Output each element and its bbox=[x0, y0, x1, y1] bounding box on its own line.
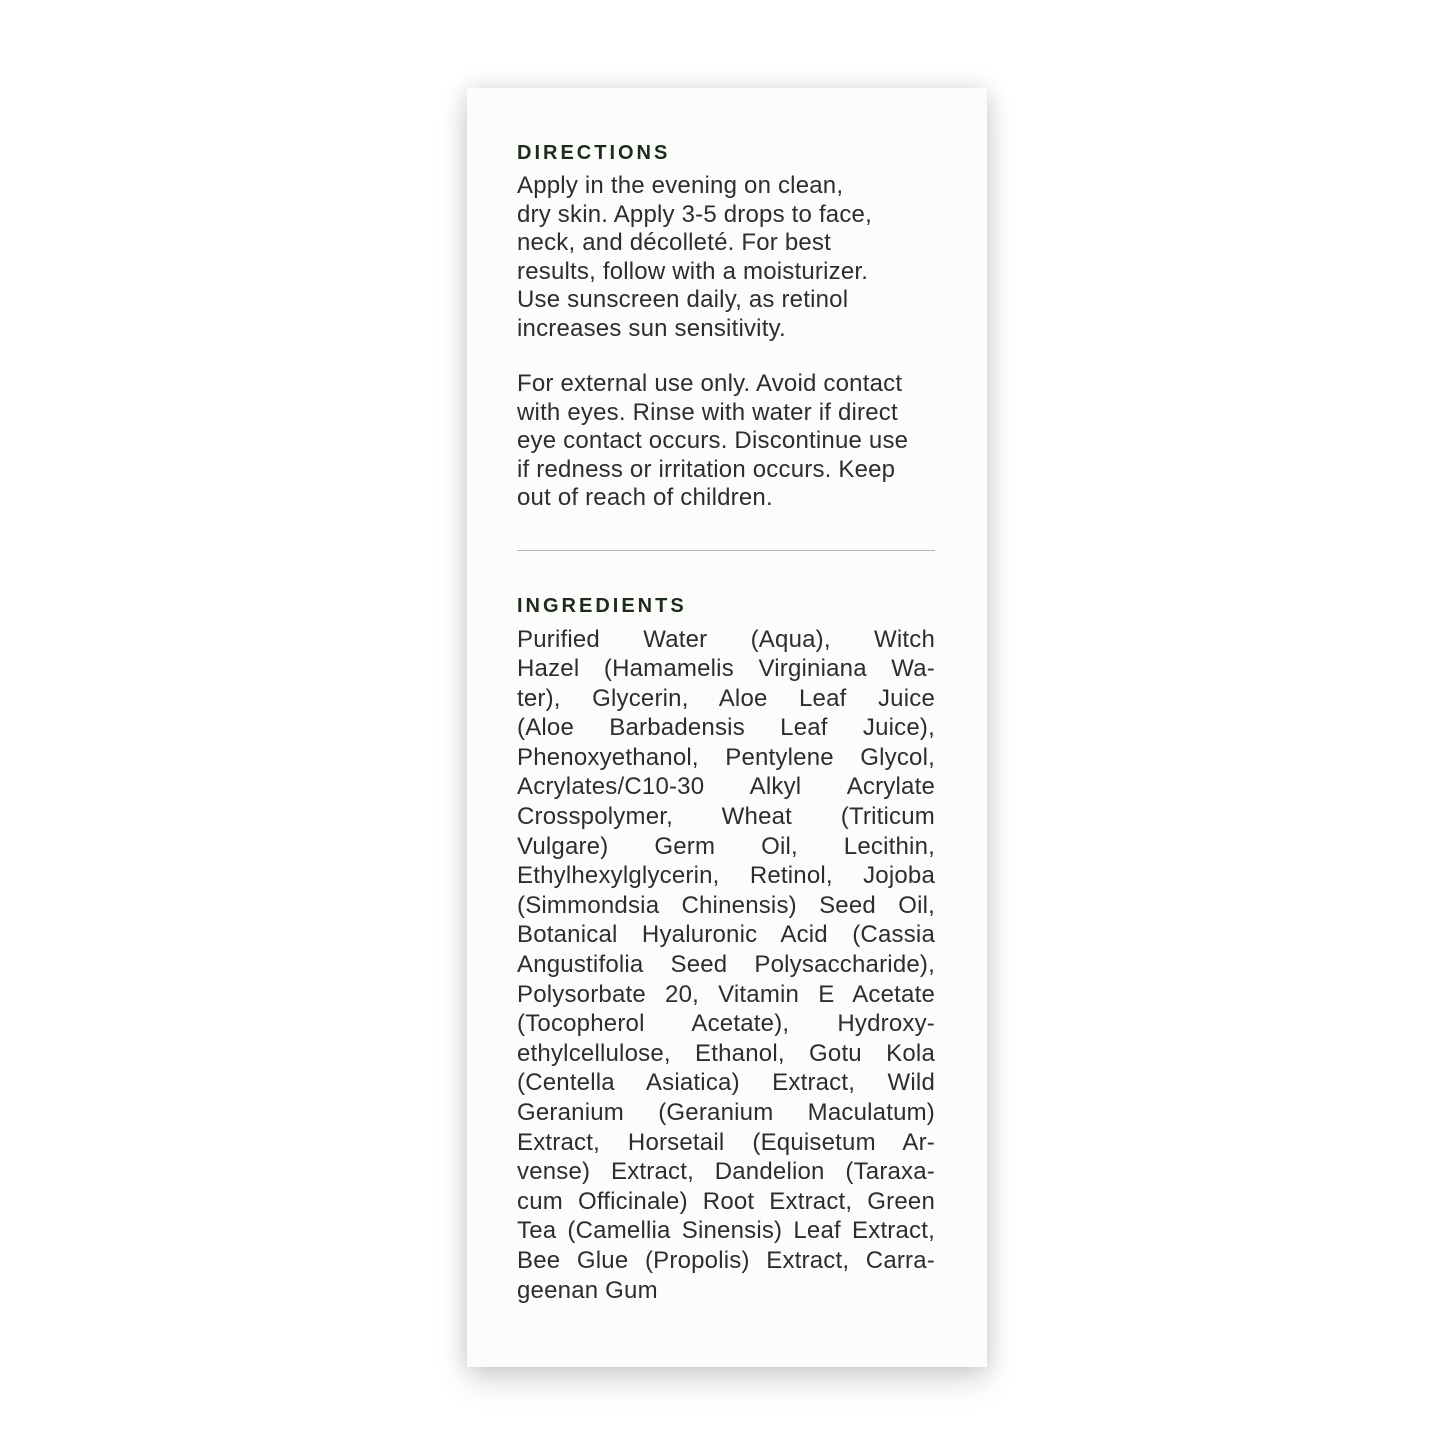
directions-warning-text: For external use only. Avoid contact with eyes. Rinse with water if direct eye contact occurs. Discontinue use if redness or irritation occurs. Keep out of reach of children. bbox=[517, 370, 909, 511]
product-label-panel bbox=[467, 88, 987, 1367]
ingredients-heading: INGREDIENTS bbox=[517, 594, 687, 617]
directions-heading: DIRECTIONS bbox=[517, 142, 671, 164]
section-divider bbox=[517, 550, 935, 551]
ingredients-list-text: Purified Water (Aqua), Witch Hazel (Hamamelis Virginiana Wa- ter), Glycerin, Aloe Leaf Juice (Aloe Barbadensis Leaf Juice), Phenoxyethanol, Pentylene Glycol, Acrylates/C10-30 Alkyl Acrylate Crosspolymer, Wheat (Triticum Vulgare) Germ Oil, Lecithin, Ethylhexylglycerin, Retinol, Jojoba (Simmondsia Chinensis) Seed Oil, Botanical Hyaluronic Acid (Cassia Angustifolia Seed Polysaccharide), Polysorbate 20, Vitamin E Acetate (Tocopherol Acetate), Hydroxy- ethylcellulose, Ethanol, Gotu Kola (Centella Asiatica) Extract, Wild Geranium (Geranium Maculatum) Extract, Horsetail (Equisetum Ar- vense) Extract, Dandelion (Taraxa- cum Officinale) Root Extract, Green Tea (Camellia Sinensis) Leaf Extract, Bee Glue (Propolis) Extract, Carra- geenan Gum bbox=[517, 625, 935, 1304]
directions-usage-text: Apply in the evening on clean, dry skin. Apply 3-5 drops to face, neck, and décolleté. For best results, follow with a moisturizer. Use sunscreen daily, as retinol increases sun sensitivity. bbox=[517, 172, 872, 342]
